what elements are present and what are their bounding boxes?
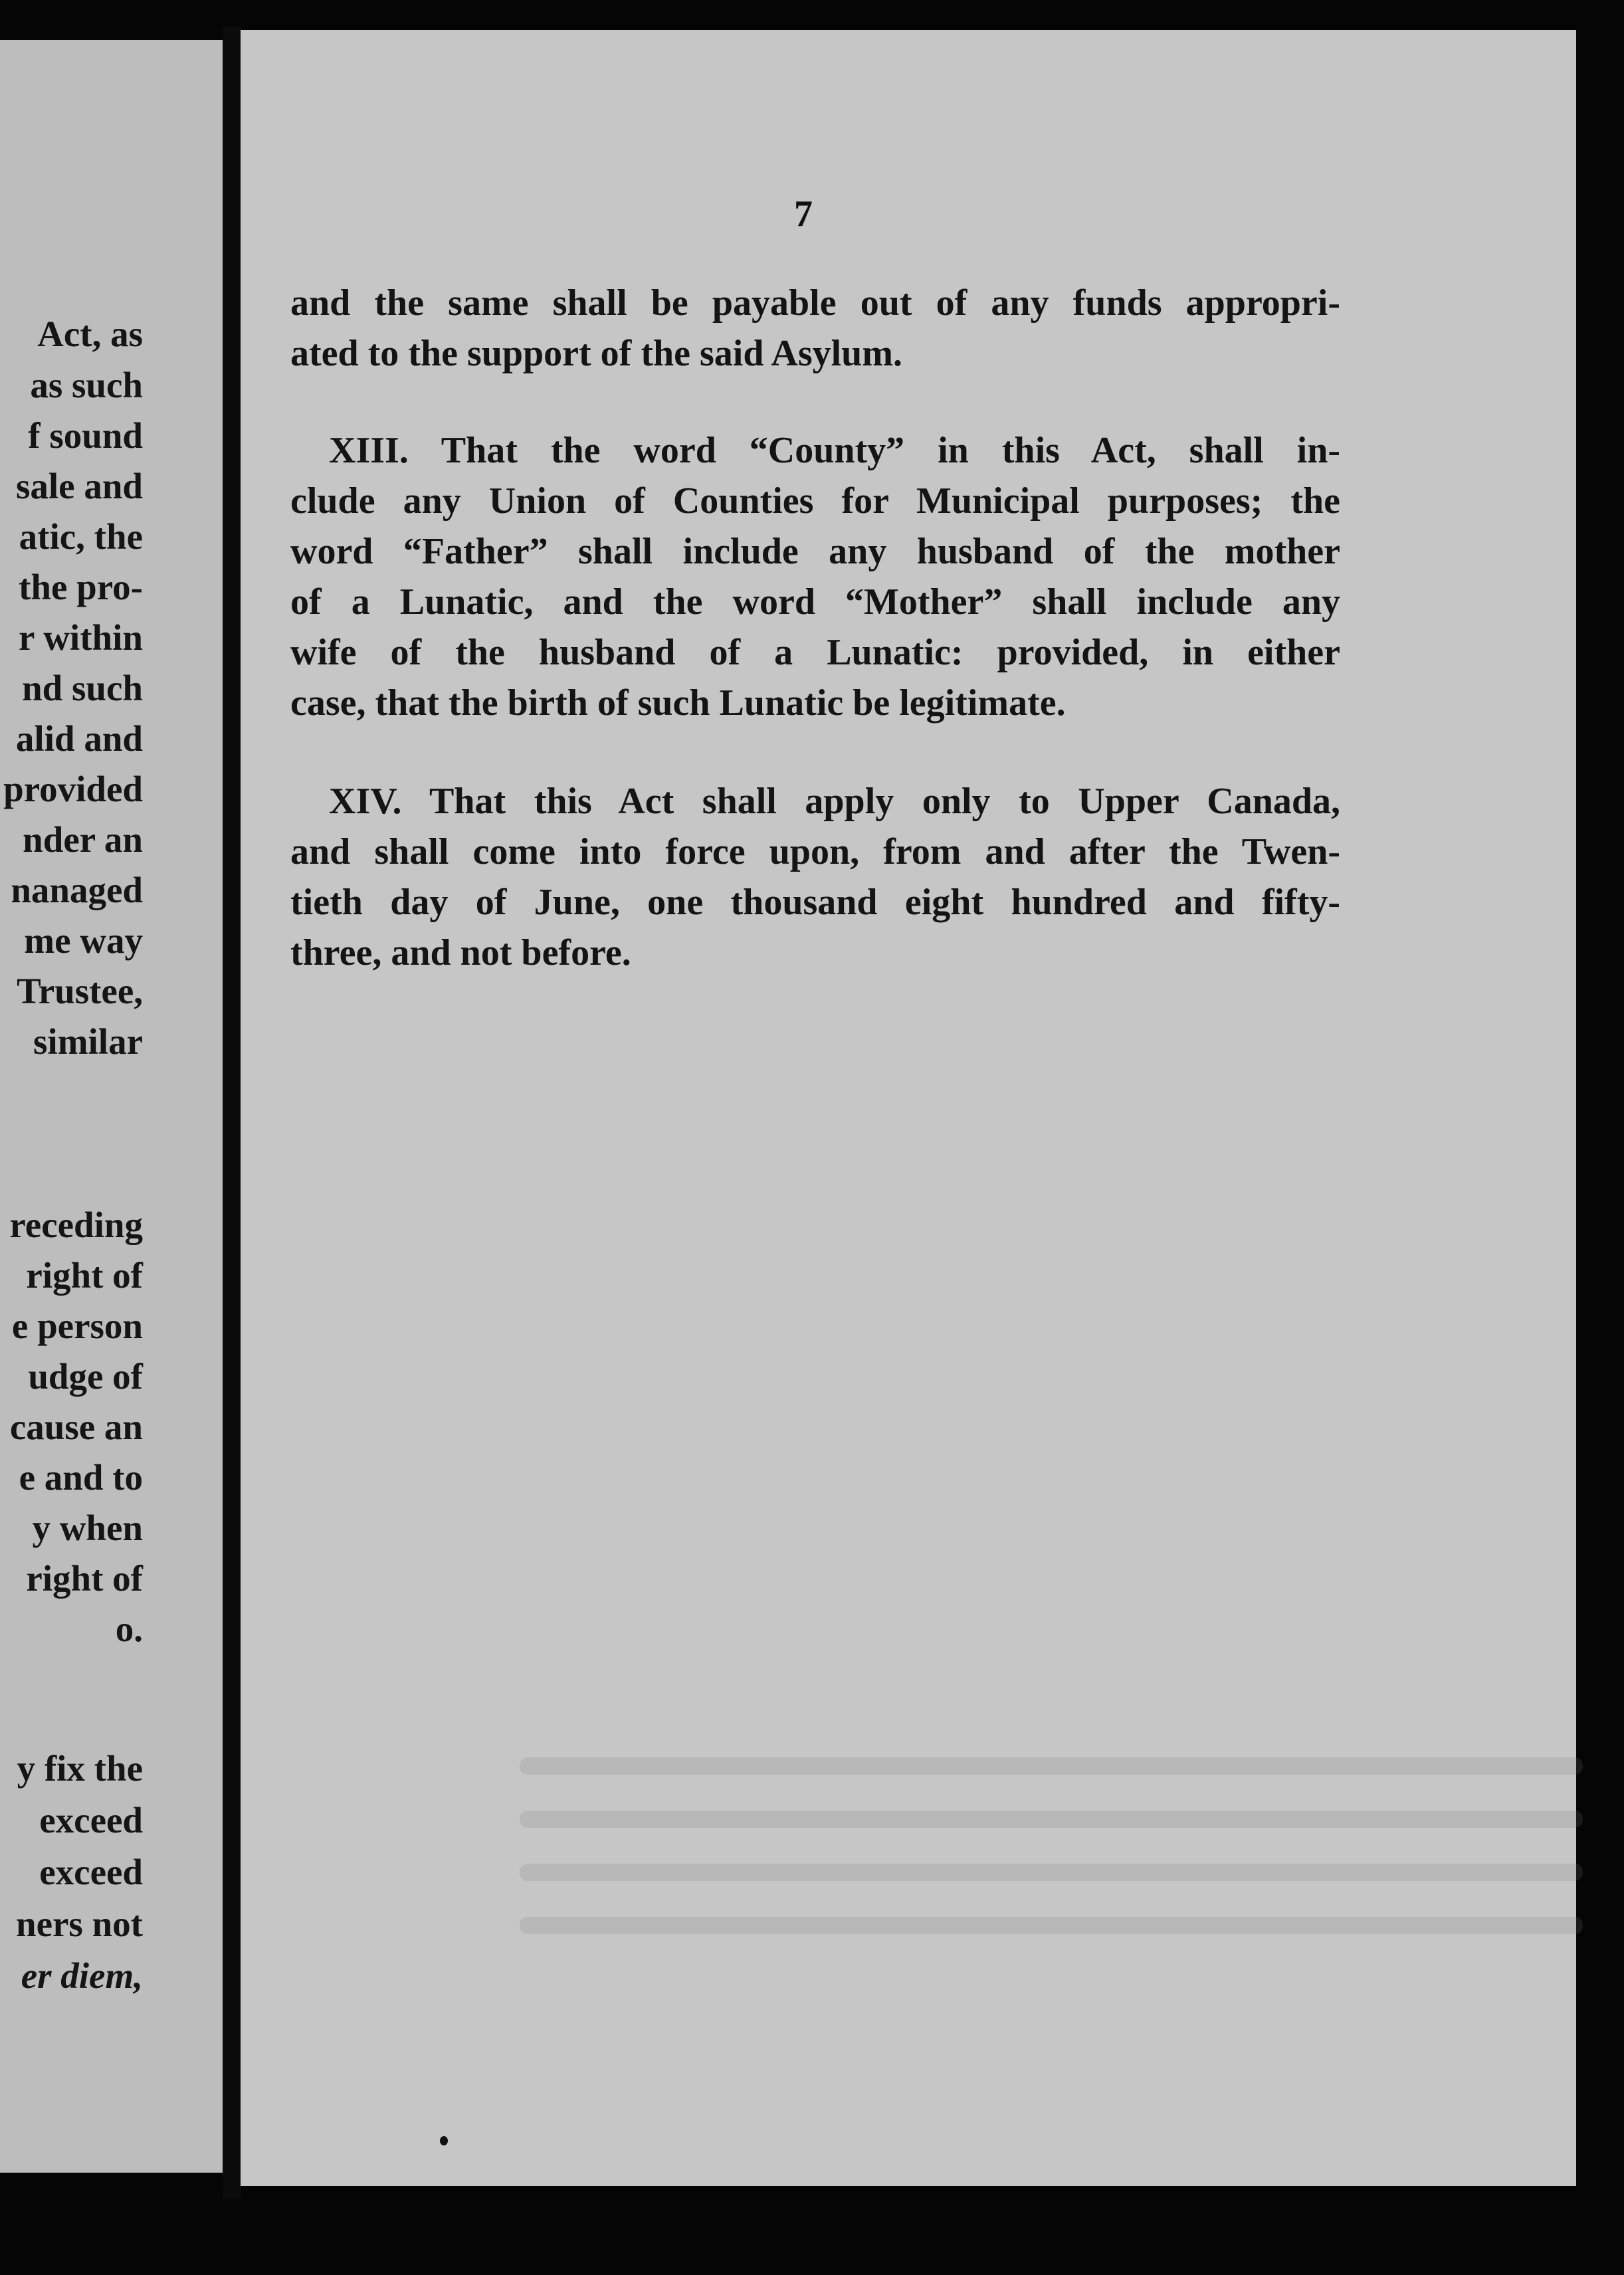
body-text-line: word “Father” shall include any husband of the mother <box>290 531 1340 572</box>
left-fragment-line: provided <box>3 769 143 809</box>
body-text-line: and the same shall be payable out of any funds appropri- <box>290 282 1340 324</box>
left-fragment-line: alid and <box>15 718 143 759</box>
left-fragment-line: Act, as <box>37 314 143 354</box>
left-fragment-line: right of <box>26 1558 143 1599</box>
left-fragment-line: similar <box>33 1021 143 1062</box>
left-fragment-line: atic, the <box>19 516 143 557</box>
left-fragment-line: e and to <box>19 1457 143 1498</box>
bleed-through-mark <box>520 1811 1583 1828</box>
body-text-line: and shall come into force upon, from and after the Twen- <box>290 831 1340 872</box>
binding-gutter <box>223 27 241 2199</box>
body-text-line: XIV. That this Act shall apply only to Upper Canada, <box>329 781 1340 822</box>
left-fragment-line: Trustee, <box>17 971 143 1011</box>
page-number: 7 <box>794 193 813 235</box>
left-fragment-line: udge of <box>28 1356 143 1397</box>
left-fragment-line: o. <box>115 1609 143 1649</box>
left-fragment-line: as such <box>30 365 143 405</box>
left-fragment-line: exceed <box>39 1800 143 1840</box>
left-fragment-line: sale and <box>15 466 143 506</box>
left-fragment-line: er diem, <box>21 1955 143 1996</box>
left-fragment-line: nder an <box>23 819 143 860</box>
previous-page-fragment <box>0 40 223 2173</box>
left-fragment-line: right of <box>26 1255 143 1296</box>
body-text-line: XIII. That the word “County” in this Act, shall in- <box>329 430 1340 471</box>
left-fragment-line: ners not <box>16 1904 143 1944</box>
body-text-line: case, that the birth of such Lunatic be legitimate. <box>290 682 1066 724</box>
left-fragment-line: receding <box>9 1205 143 1245</box>
body-text-line: of a Lunatic, and the word “Mother” shall include any <box>290 581 1340 623</box>
bleed-through-mark <box>520 1917 1583 1934</box>
left-fragment-line: e person <box>11 1306 143 1346</box>
bleed-through-mark <box>520 1757 1583 1775</box>
left-fragment-line: me way <box>24 920 143 961</box>
body-text-line: tieth day of June, one thousand eight hundred and fifty- <box>290 882 1340 923</box>
left-fragment-line: the pro- <box>19 567 143 607</box>
ink-speck <box>440 2136 448 2145</box>
body-text-line: clude any Union of Counties for Municipal purposes; the <box>290 480 1340 522</box>
left-fragment-line: y fix the <box>17 1748 143 1789</box>
bleed-through-mark <box>520 1864 1583 1881</box>
body-text-line: three, and not before. <box>290 932 631 973</box>
left-fragment-line: cause an <box>9 1407 143 1447</box>
body-text-line: ated to the support of the said Asylum. <box>290 333 902 374</box>
left-fragment-line: y when <box>32 1508 143 1548</box>
left-fragment-line: r within <box>19 617 143 658</box>
body-text-line: wife of the husband of a Lunatic: provided, in either <box>290 632 1340 673</box>
left-fragment-line: exceed <box>39 1852 143 1892</box>
left-fragment-line: nd such <box>22 668 143 708</box>
left-fragment-line: f sound <box>28 415 143 456</box>
left-fragment-line: nanaged <box>11 870 143 910</box>
